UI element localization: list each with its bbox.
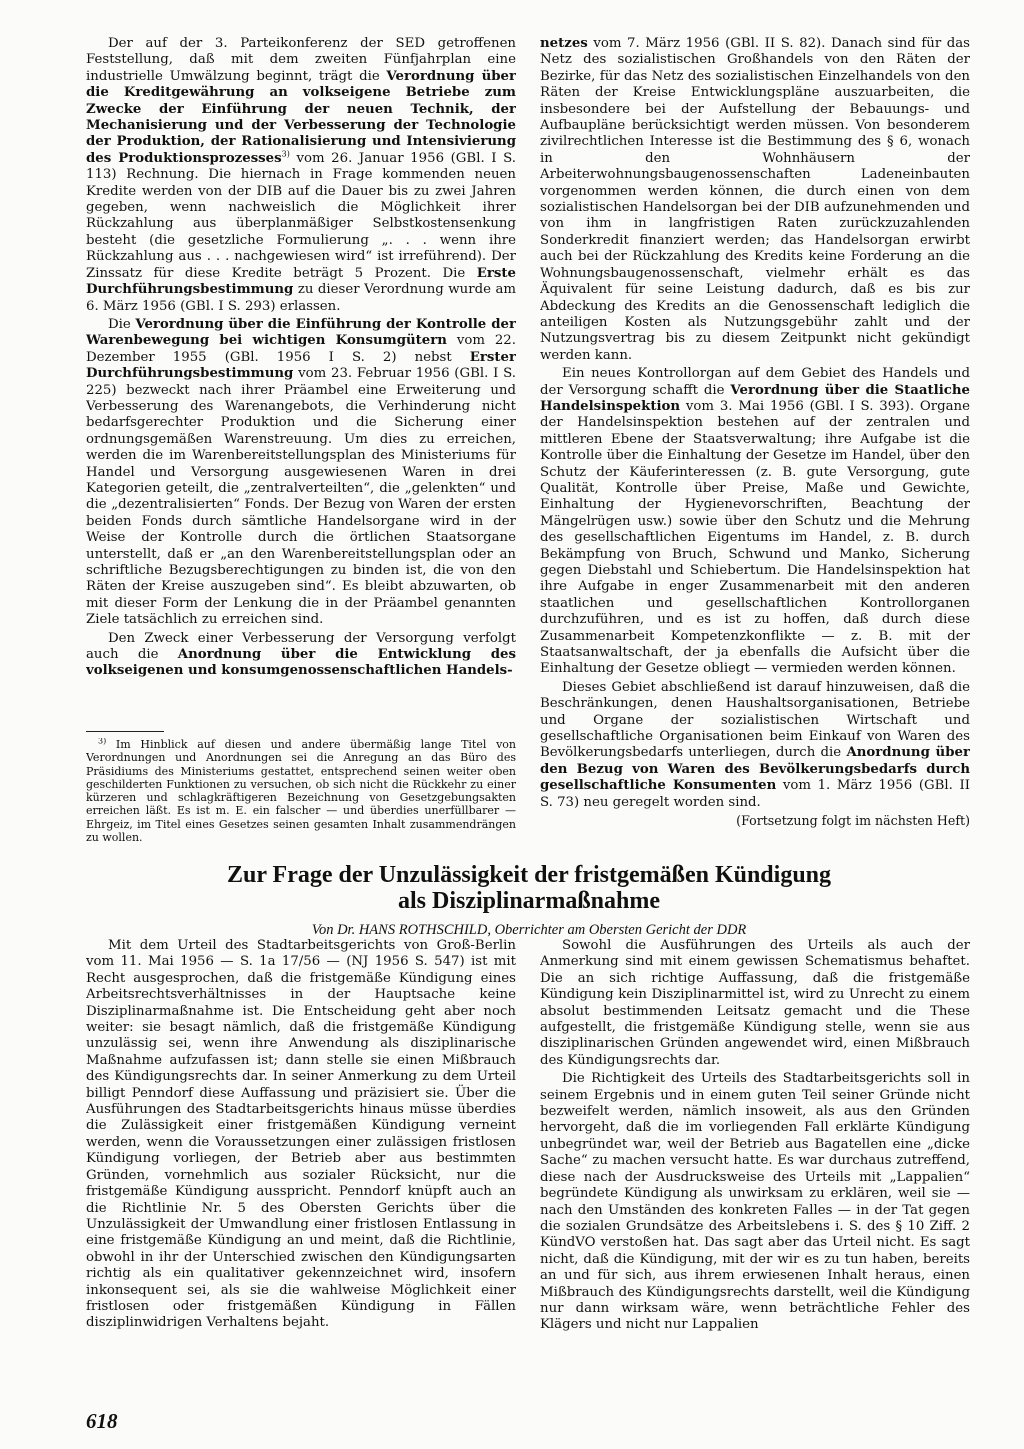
article-byline: Von Dr. HANS ROTHSCHILD, Oberrichter am Obersten Gericht der DDR [311, 922, 747, 938]
article-header [86, 862, 972, 939]
article-title: Zur Frage der Unzulässigkeit der fristgemäßen Kündigung als Disziplinarmaßnahme [226, 862, 832, 914]
paragraph: Der auf der 3. Parteikonferenz der SED getroffenen Feststellung, daß mit dem zweiten Fünfjahrplan eine industrielle Umwälzung beginnt, trägt die Verordnung über die Kreditgewährung an volkseigene Betriebe zum Zwecke der Einführung der neuen Technik, der Mechanisierung und der Verbesserung der Technologie der Produktion, der Rationalisierung und Intensivierung des Produktionsprozesses$^{3)}$ vom 26. Januar 1956 (GBl. I S. 113) Rechnung. Die hiernach in Frage kommenden neuen Kredite werden von der DIB auf die Dauer bis zu zwei Jahren gegeben, wenn nachweislich die Möglichkeit ihrer Rückzahlung aus überplanmäßiger Selbstkostensenkung besteht (die gesetzliche Formulierung „. . . wenn ihre Rückzahlung aus . . . nachgewiesen wird“ ist irreführend). Der Zinssatz für diese Kredite beträgt 5 Prozent. Die Erste Durchführungsbestimmung zu dieser Verordnung wurde am 6. März 1956 (GBl. I S. 293) erlassen. [86, 36, 516, 314]
page-number: 618 [86, 1409, 118, 1433]
lower-right-column [540, 938, 970, 1378]
paragraph: Mit dem Urteil des Stadtarbeitsgerichts von Groß-Berlin vom 11. Mai 1956 — S. 1a 17/56 — (NJ 1956 S. 547) ist mit Recht ausgesprochen, daß die fristgemäße Kündigung eines Arbeitsrechtsverhältnisses in der Hauptsache keine Disziplinarmaßnahme ist. Die Entscheidung geht aber noch weiter: sie besagt nämlich, daß die fristgemäße Kündigung unzulässig sei, wenn ihre Anwendung als disziplinarische Maßnahme aufzufassen ist; dann stelle sie einen Mißbrauch des Kündigungsrechts dar. In seiner Anmerkung zu dem Urteil billigt Penndorf diese Auffassung und präzisiert sie. Über die Ausführungen des Stadtarbeitsgerichts hinaus müsse überdies die Zulässigkeit einer fristgemäßen Kündigung verneint werden, wenn die Voraussetzungen einer zulässigen fristlosen Kündigung vorliegen, der Betrieb aber aus bestimmten Gründen, vornehmlich aus sozialer Rücksicht, nur die fristgemäße Kündigung ausspricht. Penndorf knüpft auch an die Richtlinie Nr. 5 des Obersten Gerichts über die Unzulässigkeit der Umwandlung einer fristlosen Entlassung in eine fristgemäße Kündigung an und meint, daß die Richtlinie, obwohl in ihr der Unterschied zwischen den Kündigungsarten richtig als ein qualitativer gekennzeichnet wird, insofern inkonsequent sei, als sie die wahlweise Möglichkeit einer fristlosen oder fristgemäßen Kündigung in Fällen disziplinwidrigen Verhaltens bejaht. [86, 938, 516, 1331]
upper-left-column [86, 36, 516, 724]
paragraph: Dieses Gebiet abschließend ist darauf hinzuweisen, daß die Beschränkungen, denen Haushaltsorganisationen, Betriebe und Organe der sozialistischen Wirtschaft und gesellschaftliche Organisationen beim Einkauf von Waren des Bevölkerungsbedarfs unterliegen, durch die Anordnung über den Bezug von Waren des Bevölkerungsbedarfs durch gesellschaftliche Konsumenten vom 1. März 1956 (GBl. II S. 73) neu geregelt worden sind. [540, 679, 970, 810]
paragraph: Die Richtigkeit des Urteils des Stadtarbeitsgerichts soll in seinem Ergebnis und in einem guten Teil seiner Gründe nicht bezweifelt werden, nämlich insoweit, als aus den Gründen hervorgeht, daß die im vorliegenden Fall erklärte Kündigung unbegründet war, weil der Betrieb aus Bagatellen eine „dicke Sache“ zu machen versucht hatte. Es war durchaus zutreffend, diese nach der Ausdrucksweise des Urteils mit „Lappalien“ begründete Kündigung als unwirksam zu erklären, weil sie — nach den Umständen des konkreten Falles — in der Tat gegen die sozialen Grundsätze des Arbeitslebens i. S. des § 10 Ziff. 2 KündVO verstoßen hat. Das sagt aber das Urteil nicht. Es sagt nicht, daß die Kündigung, mit der wir es zu tun haben, bereits an und für sich, aus ihrem erwiesenen Inhalt heraus, einen Mißbrauch des Kündigungsrechts darstellt, weil die Kündigung nur dann wirksam wäre, wenn beträchtliche Fehler des Klägers und nicht nur Lappalien [540, 1071, 970, 1333]
footnote [86, 738, 516, 858]
paragraph: netzes vom 7. März 1956 (GBl. II S. 82). Danach sind für das Netz des sozialistischen Großhandels von den Räten der Bezirke, für das Netz des sozialistischen Einzelhandels von den Räten der Kreise Entwicklungspläne auszuarbeiten, die insbesondere bei der Aufstellung der Bebauungs- und Aufbaupläne berücksichtigt werden müssen. Von besonderem zivilrechtlichen Interesse ist die Bestimmung des § 6, wonach in den Wohnhäusern der Arbeiterwohnungsbaugenossenschaften Ladeneinbauten vorgenommen werden können, die durch einen von dem sozialistischen Handelsorgan bei der DIB aufzunehmenden und von ihm in langfristigen Raten zurückzuzahlenden Sonderkredit finanziert werden; das Handelsorgan erwirbt auch bei der Rückzahlung des Kredits keine Forderung an die Wohnungsbaugenossenschaft, vielmehr erhält es das Äquivalent für seine Leistung dadurch, daß es bis zur Abdeckung des Kredits an die Genossenschaft lediglich die anteiligen Kosten als Nutzungsgebühr zahlt und der Nutzungsvertrag bis zu diesem Zeitpunkt nicht gekündigt werden kann. [540, 36, 970, 363]
footnote-divider [86, 731, 164, 732]
footnote-text: Im Hinblick auf diesen und andere übermäßig lange Titel von Verordnungen und Anordnungen sei die Anregung an das Büro des Präsidiums des Ministeriums gestattet, entsprechend seinen weiter oben geschilderten Funktionen zu versuchen, ob sich nicht die Rückkehr zu einer kürzeren und schlagkräftigeren Bezeichnung von Gesetzgebungsakten erreichen läßt. Es ist m. E. ein falscher — und überdies unerfüllbarer — Ehrgeiz, im Titel eines Gesetzes seinen gesamten Inhalt zusammendrängen zu wollen. [86, 738, 516, 845]
paragraph: Sowohl die Ausführungen des Urteils als auch der Anmerkung sind mit einem gewissen Schematismus behaftet. Die an sich richtige Auffassung, daß die fristgemäße Kündigung kein Disziplinarmittel ist, wird zu Unrecht zu einem absolut bestimmenden Leitsatz gemacht und die These aufgestellt, die fristgemäße Kündigung stelle, wenn sie aus disziplinarischen Gründen angewendet wird, einen Mißbrauch des Kündigungsrechts dar. [540, 938, 970, 1068]
paragraph: Ein neues Kontrollorgan auf dem Gebiet des Handels und der Versorgung schafft die Verordnung über die Staatliche Handelsinspektion vom 3. Mai 1956 (GBl. I S. 393). Organe der Handelsinspektion bestehen auf der zentralen und mittleren Ebene der Staatsverwaltung; ihre Aufgabe ist die Kontrolle über die Einhaltung der Gesetze im Handel, über den Schutz der Käuferinteressen (z. B. gute Versorgung, gute Qualität, Kontrolle über Preise, Maße und Gewichte, Einhaltung der Hygienevorschriften, Beachtung der Mängelrügen usw.) sowie über den Schutz und die Mehrung des gesellschaftlichen Eigentums im Handel, z. B. durch Bekämpfung von Bruch, Schwund und Manko, Sicherung gegen Diebstahl und Schiebertum. Die Handelsinspektion hat ihre Aufgabe in enger Zusammenarbeit mit den anderen staatlichen und gesellschaftlichen Kontrollorganen durchzuführen, und es ist zu hoffen, daß durch diese Zusammenarbeit Kompetenzkonflikte — z. B. mit der Staatsanwaltschaft, der ja ebenfalls die Aufsicht über die Einhaltung der Gesetze obliegt — vermieden werden können. [540, 366, 970, 677]
footnote-marker: 3) [98, 738, 107, 746]
paragraph: Den Zweck einer Verbesserung der Versorgung verfolgt auch die Anordnung über die Entwicklung des volkseigenen und konsumgenossenschaftlichen Handels- [86, 630, 516, 679]
upper-right-column [540, 36, 970, 856]
continuation-note: (Fortsetzung folgt im nächsten Heft) [736, 813, 970, 829]
lower-left-column [86, 938, 516, 1378]
footnote-marker: 3) [281, 149, 290, 159]
paragraph: Die Verordnung über die Einführung der Kontrolle der Warenbewegung bei wichtigen Konsumgütern vom 22. Dezember 1955 (GBl. 1956 I S. 2) nebst Erster Durchführungsbestimmung vom 23. Februar 1956 (GBl. I S. 225) bezweckt nach ihrer Präambel eine Erweiterung und Verbesserung des Warenangebots, die Verhinderung nicht bedarfsgerechter Produktion und die Sicherung einer ordnungsgemäßen Warenstreuung. Um dies zu erreichen, werden die im Warenbereitstellungsplan des Ministeriums für Handel und Versorgung ausgewiesenen Waren in drei Kategorien geteilt, die „zentralverteilten“, die „gelenkten“ und die „dezentralisierten“ Fonds. Der Bezug von Waren der ersten beiden Fonds durch sämtliche Handelsorgane wird in der Weise der Kontrolle durch die örtlichen Staatsorgane unterstellt, daß er „an den Warenbereitstellungsplan oder an schriftliche Bezugsberechtigungen zu binden ist, die von den Räten der Kreise auszugeben sind“. Es bleibt abzuwarten, ob mit dieser Form der Lenkung die in der Präambel genannten Ziele tatsächlich zu erreichen sind. [86, 316, 516, 628]
